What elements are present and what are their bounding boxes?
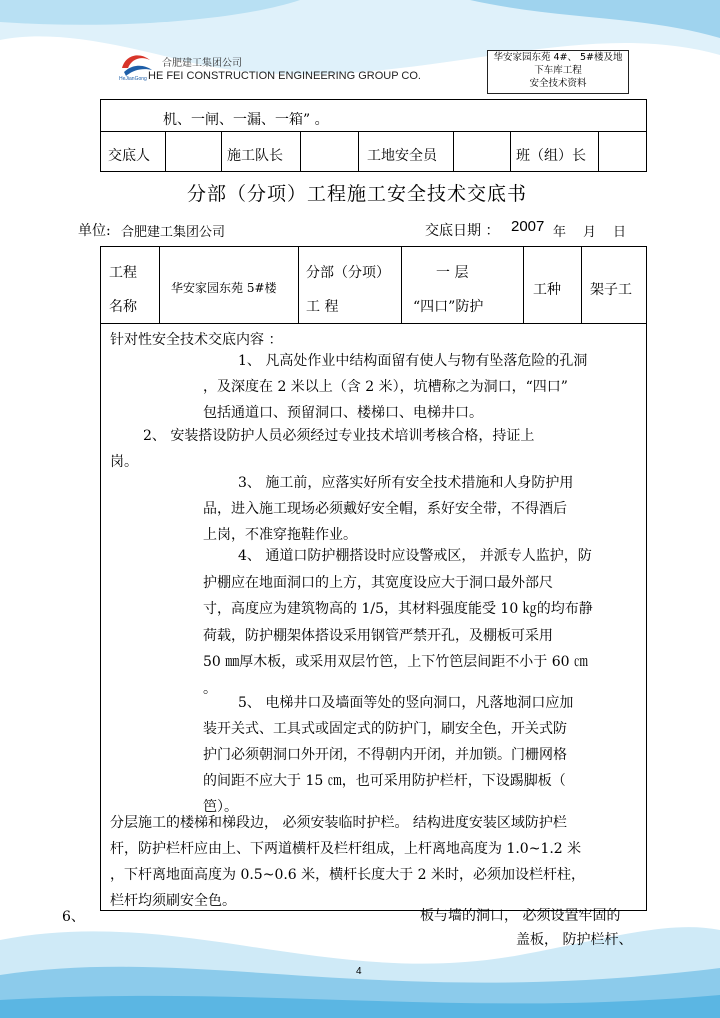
date-day-char: 日 xyxy=(613,225,627,240)
table-border xyxy=(453,131,454,172)
text-line: 5、 电梯井口及墙面等处的竖向洞口，凡落地洞口应加 xyxy=(238,695,574,711)
text-line: 笆）。 xyxy=(203,799,238,815)
table-border xyxy=(100,171,647,172)
project-name-value: 华安家园东苑 5#楼 xyxy=(171,281,277,295)
date-year: 2007 xyxy=(511,218,545,235)
text-line: 50 ㎜厚木板，或采用双层竹笆，上下竹笆层间距不小于 60 ㎝ xyxy=(203,654,588,670)
item-2 xyxy=(110,423,534,475)
table-border xyxy=(159,246,160,324)
table-border xyxy=(100,246,101,911)
subproject-label: 工 程 xyxy=(306,299,339,315)
text-line: 盖板， 防护栏杆、 xyxy=(516,932,633,948)
text-line: 栏杆均须刷安全色。 xyxy=(110,893,236,909)
item-1 xyxy=(203,348,587,426)
table-border xyxy=(401,246,402,324)
table-border xyxy=(510,131,511,172)
company-name-en: HE FEI CONSTRUCTION ENGINEERING GROUP CO. xyxy=(148,70,421,82)
text-line: 杆，防护栏杆应由上、下两道横杆及栏杆组成，上杆离地高度为 1.0~1.2 米 xyxy=(110,841,582,857)
subproject-label: 分部（分项） xyxy=(306,265,390,281)
project-stamp-box xyxy=(487,50,629,94)
table-border xyxy=(646,246,647,911)
table-border xyxy=(165,131,166,172)
table-border xyxy=(100,99,101,172)
text-line: 护棚应在地面洞口的上方，其宽度设应大于洞口最外部尺 xyxy=(203,574,553,591)
stair-guardrail-paragraph xyxy=(110,810,585,914)
trade-label: 工种 xyxy=(533,282,561,298)
item-6 xyxy=(420,904,632,952)
continued-text: 机、一闸、一漏、一箱” 。 xyxy=(163,112,329,128)
date-month-char: 月 xyxy=(583,225,597,240)
project-stamp-line: 安全技术资料 xyxy=(529,78,587,89)
content-heading: 针对性安全技术交底内容 ： xyxy=(110,332,283,348)
unit-value: 合肥建工集团公司 xyxy=(121,225,226,240)
table-border xyxy=(646,99,647,172)
cell-site-safety-label: 工地安全员 xyxy=(367,148,437,164)
text-line: 护门必须朝洞口外开闭，不得朝内开闭，并加锁。门栅网格 xyxy=(203,747,567,763)
text-line: 板与墙的洞口， 必须设置牢固的 xyxy=(420,908,621,924)
project-label: 名称 xyxy=(109,299,137,315)
item-3 xyxy=(203,470,573,548)
table-border xyxy=(100,131,647,132)
text-line: 装开关式、工具式或固定式的防护门，刷安全色，开关式防 xyxy=(203,721,567,737)
date-year-char: 年 xyxy=(553,225,567,240)
item-5 xyxy=(203,690,573,820)
cell-group-leader-label: 班（组）长 xyxy=(516,148,586,164)
cell-briefer-label: 交底人 xyxy=(108,148,150,164)
table-border xyxy=(100,246,647,247)
table-border xyxy=(221,131,222,172)
project-label: 工程 xyxy=(109,265,137,281)
document-title: 分部（分项）工程施工安全技术交底书 xyxy=(187,183,528,205)
text-line: 2、 安装搭设防护人员必须经过专业技术培训考核合格，持证上 xyxy=(143,428,535,444)
table-border xyxy=(298,246,299,324)
subproject-value: “四口”防护 xyxy=(413,299,484,315)
logo-text: HeJianGong xyxy=(119,76,147,82)
text-line: ，下杆离地面高度为 0.5~0.6 米，横杆长度大于 2 米时，必须加设栏杆柱， xyxy=(110,867,585,883)
subproject-value: 一 层 xyxy=(436,265,469,281)
table-border xyxy=(598,131,599,172)
text-line: 4、 通道口防护棚搭设时应设警戒区， 并派专人监护，防 xyxy=(238,548,592,564)
trade-value: 架子工 xyxy=(590,282,632,298)
text-line: 品，进入施工现场必须戴好安全帽，系好安全带，不得酒后 xyxy=(203,501,567,517)
project-stamp-line: 华安家园东苑 4#、 5#楼及地 xyxy=(493,52,623,63)
table-border xyxy=(358,131,359,172)
text-line: 。 xyxy=(203,680,217,697)
text-line: 包括通道口、预留洞口、楼梯口、电梯井口。 xyxy=(203,405,483,421)
text-line: 的间距不应大于 15 ㎝，也可采用防护栏杆，下设踢脚板（ xyxy=(203,773,566,789)
table-border xyxy=(100,323,647,324)
item-6-number: 6、 xyxy=(62,909,85,925)
table-border xyxy=(581,246,582,324)
text-line: 岗。 xyxy=(110,454,138,470)
item-4 xyxy=(203,543,593,702)
company-name-cn: 合肥建工集团公司 xyxy=(162,58,242,69)
table-border xyxy=(523,246,524,324)
unit-label: 单位: xyxy=(78,223,111,239)
text-line: 寸，高度应为建筑物高的 1/5，其材料强度能受 10 ㎏的均布静 xyxy=(203,601,593,617)
table-border xyxy=(300,131,301,172)
cell-team-leader-label: 施工队长 xyxy=(227,148,283,164)
date-label: 交底日期 ： xyxy=(425,223,500,239)
text-line: ，及深度在 2 米以上（含 2 米），坑槽称之为洞口，“四口” xyxy=(203,379,568,395)
project-stamp-line: 下车库工程 xyxy=(534,65,582,76)
text-line: 上岗，不准穿拖鞋作业。 xyxy=(203,527,357,543)
text-line: 荷载，防护棚架体搭设采用钢管严禁开孔，及棚板可采用 xyxy=(203,627,553,644)
text-line: 分层施工的楼梯和梯段边， 必须安装临时护栏。 结构进度安装区域防护栏 xyxy=(110,815,567,831)
page-number: 4 xyxy=(356,966,362,977)
table-border xyxy=(100,99,647,100)
text-line: 3、 施工前，应落实好所有安全技术措施和人身防护用 xyxy=(238,475,574,491)
text-line: 1、 凡高处作业中结构面留有使人与物有坠落危险的孔洞 xyxy=(238,353,588,369)
